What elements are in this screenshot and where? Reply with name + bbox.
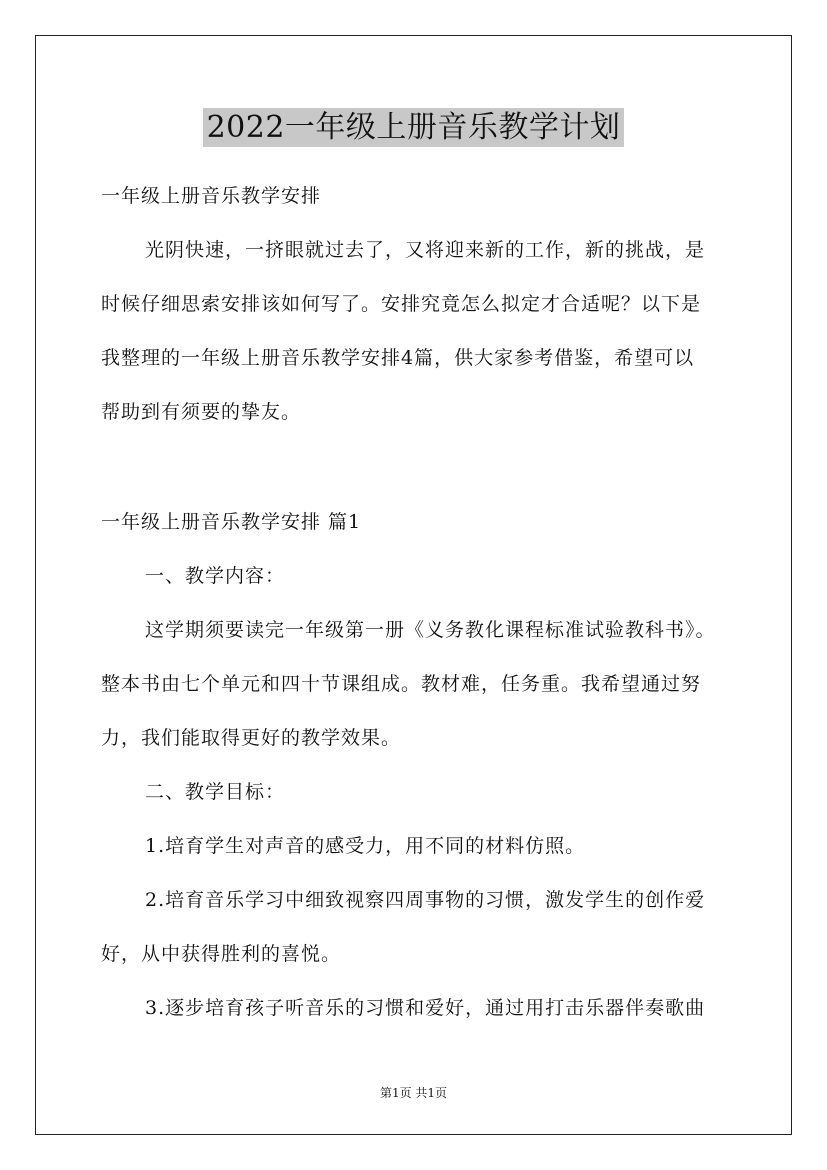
document-title-text: 2022一年级上册音乐教学计划 xyxy=(203,108,625,147)
list-item: 1.培育学生对声音的感受力，用不同的材料仿照。 xyxy=(145,835,586,857)
subheading: 一、教学内容： xyxy=(145,565,286,587)
section-heading: 一年级上册音乐教学安排 xyxy=(101,185,322,207)
paragraph-line: 这学期须要读完一年级第一册《义务教化课程标准试验教科书》。 xyxy=(145,619,716,641)
subheading: 二、教学目标： xyxy=(145,781,286,803)
page-footer: 第1页 共1页 xyxy=(379,1086,448,1100)
paragraph-line: 好，从中获得胜利的喜悦。 xyxy=(101,943,342,965)
paragraph-line: 帮助到有须要的挚友。 xyxy=(101,401,302,423)
section-heading: 一年级上册音乐教学安排 篇1 xyxy=(101,511,362,533)
paragraph-line: 整本书由七个单元和四十节课组成。教材难，任务重。我希望通过努 xyxy=(101,673,702,695)
paragraph-line: 光阴快速，一挤眼就过去了，又将迎来新的工作，新的挑战，是 xyxy=(145,239,706,261)
paragraph-line: 时候仔细思索安排该如何写了。安排究竟怎么拟定才合适呢？以下是 xyxy=(101,293,702,315)
paragraph-line: 我整理的一年级上册音乐教学安排4篇，供大家参考借鉴，希望可以 xyxy=(101,347,695,369)
paragraph-line: 力，我们能取得更好的教学效果。 xyxy=(101,727,402,749)
list-item: 2.培育音乐学习中细致视察四周事物的习惯，激发学生的创作爱 xyxy=(145,889,706,911)
list-item: 3.逐步培育孩子听音乐的习惯和爱好，通过用打击乐器伴奏歌曲 xyxy=(145,997,706,1019)
document-title xyxy=(0,102,827,146)
